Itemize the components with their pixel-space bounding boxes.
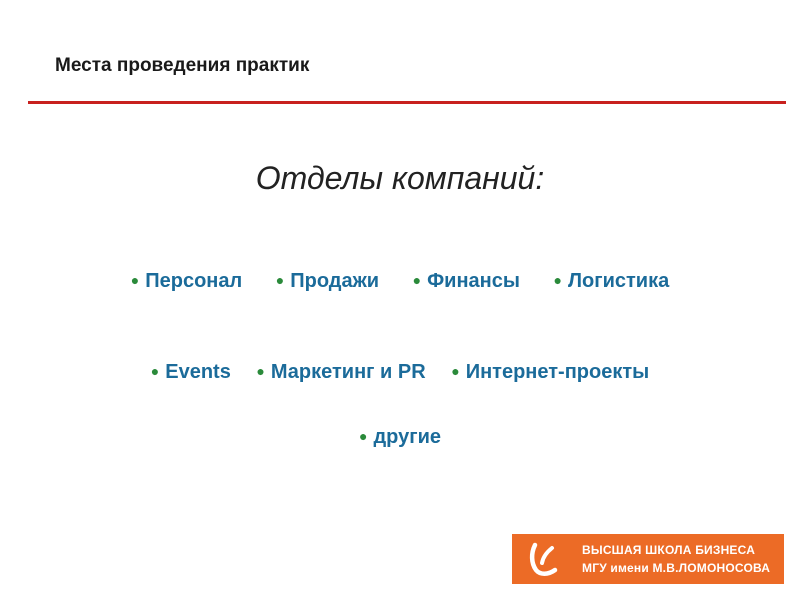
logo-mark-icon (522, 539, 562, 579)
header-divider (28, 101, 786, 104)
logo-text-line-1: ВЫСШАЯ ШКОЛА БИЗНЕСА (582, 543, 756, 557)
department-label: Финансы (427, 270, 520, 292)
logo-text-line-2: МГУ имени М.В.ЛОМОНОСОВА (582, 561, 771, 575)
departments-row-2 (0, 361, 800, 384)
business-school-logo (512, 534, 784, 584)
department-label: Events (165, 361, 231, 383)
bullet-icon: ● (275, 272, 285, 288)
department-label: другие (373, 426, 441, 448)
department-item-personnel (131, 270, 242, 293)
bullet-icon: ● (412, 272, 422, 288)
departments-row-1 (0, 270, 800, 293)
department-label: Персонал (145, 270, 243, 292)
department-item-marketing-pr (256, 361, 425, 384)
bullet-icon: ● (359, 428, 368, 444)
department-item-other (359, 426, 441, 449)
department-label: Маркетинг и PR (270, 361, 426, 383)
department-label: Интернет-проекты (465, 361, 650, 383)
bullet-icon: ● (150, 363, 160, 379)
bullet-icon: ● (256, 363, 265, 379)
departments-row-3 (0, 426, 800, 449)
department-item-finance (413, 270, 520, 293)
department-item-events (151, 361, 231, 384)
bullet-icon: ● (130, 272, 140, 288)
department-item-logistics (554, 270, 670, 293)
bullet-icon: ● (451, 363, 460, 379)
department-item-internet-projects (451, 361, 649, 384)
page-title: Места проведения практик (55, 55, 310, 76)
bullet-icon: ● (553, 272, 562, 288)
section-subtitle: Отделы компаний: (255, 160, 545, 196)
department-label: Логистика (568, 270, 670, 292)
department-item-sales (276, 270, 379, 293)
department-label: Продажи (290, 270, 380, 292)
